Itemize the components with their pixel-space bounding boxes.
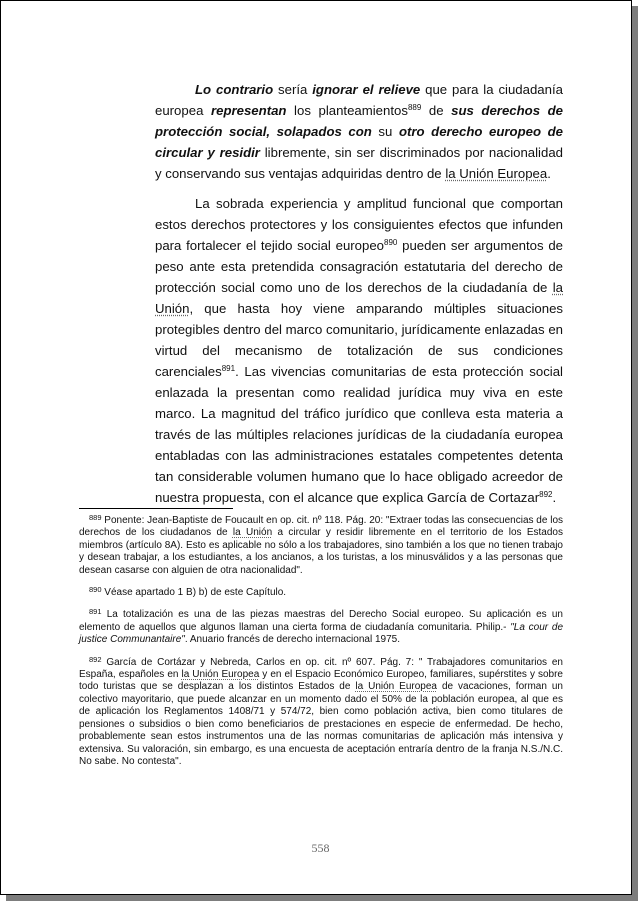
main-text xyxy=(155,79,563,508)
footnote-890: $^{890}$ Véase apartado 1 B) b) de este Capítulo. xyxy=(89,585,287,599)
paragraph-2: La sobrada experiencia y amplitud funcional que comportan estos derechos protectores y los consiguientes efectos que infunden para fortalecer el tejido social europeo$^{890}$ pueden ser argumentos de peso ante esta pretendida consagración estatutaria del derecho de protección social como uno de los derechos de la ciudadanía de la Unión, que hasta hoy viene amparando múltiples situaciones protegibles dentro del marco comunitario, jurídicamente enlazadas en virtud del mecanismo de totalización de sus condiciones carenciales$^{891}$. Las vivencias comunitarias de esta protección social enlazada la presentan como realidad jurídica muy viva en este marco. La magnitud del tráfico jurídico que conlleva esta materia a través de las múltiples relaciones jurídicas de la ciudadanía europea entabladas con las administraciones estatales competentes detenta tan considerable volumen humano que lo hace obligado acreedor de nuestra propuesta, con el alcance que explica García de Cortazar$^{892}$. xyxy=(155,196,563,505)
footnote-ref-889[interactable]: 889 xyxy=(407,103,422,112)
footnote-891: $^{891}$ La totalización es una de las piezas maestras del Derecho Social europeo. Su aplicación es un elemento de aquellos que algunos llaman una cierta forma de ciudadanía comunitaria. Philip.- "La cour de justice Communantaire". Anuario francés de derecho internacional 1975. xyxy=(79,607,564,646)
footnote-889: $^{889}$ Ponente: Jean-Baptiste de Foucault en op. cit. nº 118. Pág. 20: "Extraer todas las consecuencias de los derechos de los ciudadanos de la Unión a circular y residir libremente en el territorio de los Estados miembros (artículo 8A). Esto es aplicable no sólo a los trabajadores, sino también a los que no tienen trabajo y desean trabajar, a los estudiantes, a los ancianos, a los turistas, a los minusválidos y a las personas que desean casarse con alguien de otra nacionalidad". xyxy=(79,513,563,576)
paragraph-1: Lo contrario sería ignorar el relieve que para la ciudadanía europea representan los planteamientos$^{889}$ de sus derechos de protección social, solapados con su otro derecho europeo de circular y residir libremente, sin ser discriminados por nacionalidad y conservando sus ventajas adquiridas dentro de la Unión Europea. xyxy=(155,82,564,181)
footnote-separator xyxy=(79,508,233,509)
union-term: la Unión xyxy=(155,280,563,316)
footnote-ref-892[interactable]: 892 xyxy=(539,490,553,499)
footnotes xyxy=(79,515,563,768)
footnote-ref-891[interactable]: 891 xyxy=(221,364,236,373)
footnote-ref-890[interactable]: 890 xyxy=(384,238,398,247)
page-number: 558 xyxy=(311,841,330,855)
union-europea-term: la Unión Europea xyxy=(445,166,548,181)
footnote-892: $^{892}$ García de Cortázar y Nebreda, Carlos en op. cit. nº 607. Pág. 7: " Trabajadores comunitarios en España, españoles en la Unión Europea y en el Espacio Económico Europeo, familiares, supérstites y sobre todo turistas que se desplazan a los distintos Estados de la Unión Europea de vacaciones, forman un colectivo mayoritario, que puede alcanzar en un momento dado el 50% de la población europea, al que es de aplicación los Reglamentos 1408/71 y 574/72, bien como población activa, bien como titulares de pensiones o subsidios o bien como beneficiarios de prestaciones en especie de enfermedad. De hecho, probablemente sean estos instrumentos una de las normas comunitarias de aplicación más intensiva y extensiva. Su valoración, sin embargo, es una encuesta de aceptación entraría dentro de la franja N.S./N.C. No sabe. No contesta". xyxy=(79,654,563,767)
